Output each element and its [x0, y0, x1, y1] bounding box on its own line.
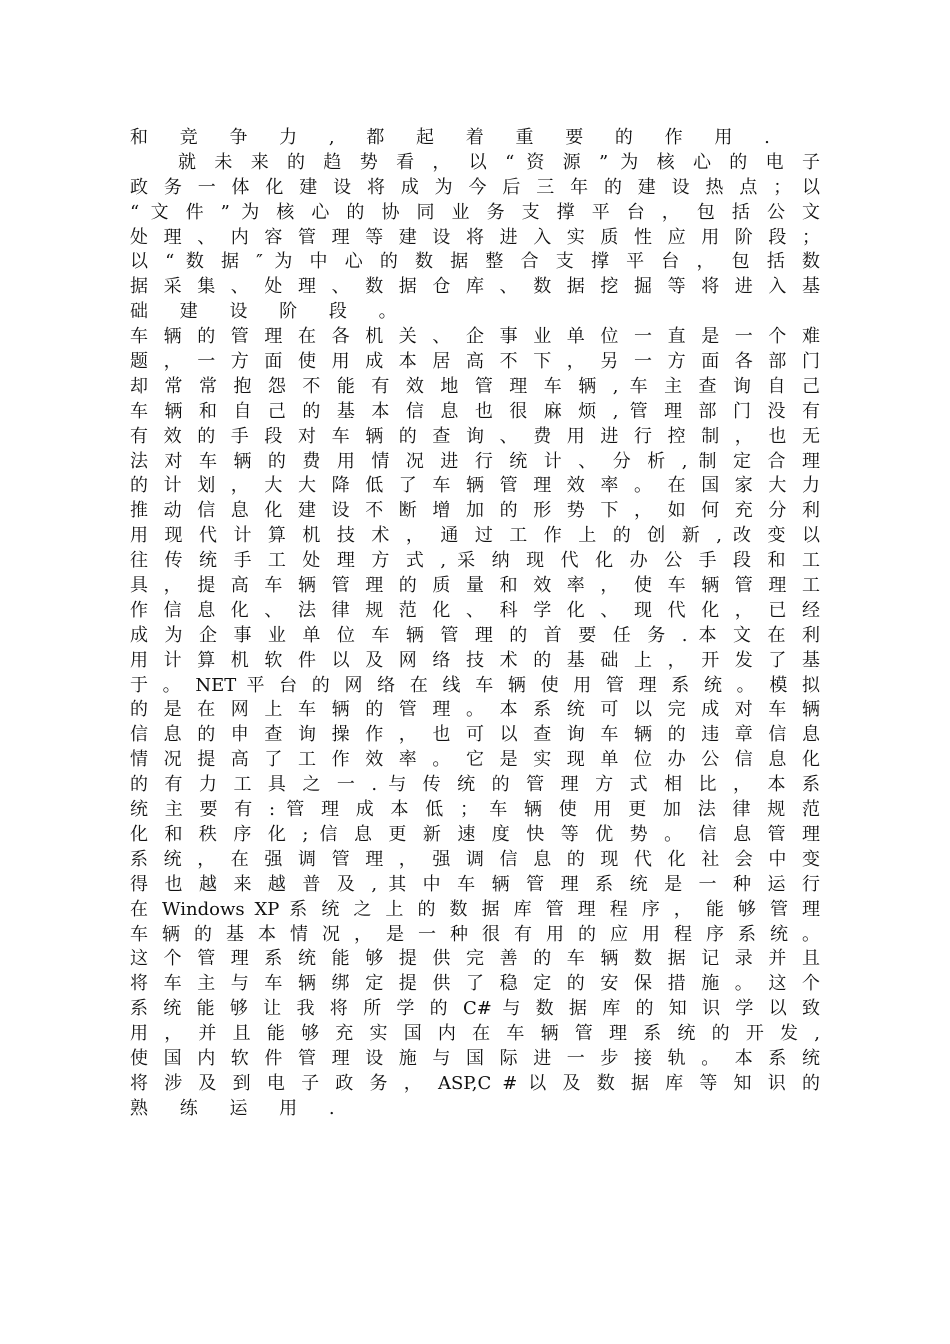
text-line: 成 为 企 事 业 单 位 车 辆 管 理 的 首 要 任 务 . 本 文 在 利 — [130, 624, 820, 646]
text-line: 这 个 管 理 系 统 能 够 提 供 完 善 的 车 辆 数 据 记 录 并 且 — [130, 948, 820, 970]
text-line: 础 建 设 阶 段 。 — [130, 301, 410, 323]
text-line: 化 和 秩 序 化 ; 信 息 更 新 速 度 快 等 优 势 。 信 息 管 理 — [130, 823, 820, 845]
text-line: 法 对 车 辆 的 费 用 情 况 进 行 统 计 、 分 析 , 制 定 合 理 — [130, 450, 820, 472]
text-line: 熟 练 运 用 . — [130, 1097, 348, 1119]
text-line: 用 计 算 机 软 件 以 及 网 络 技 术 的 基 础 上 ， 开 发 了 基 — [130, 649, 820, 671]
text-line: 用 现 代 计 算 机 技 术 ， 通 过 工 作 上 的 创 新 , 改 变 以 — [130, 525, 820, 547]
text-line: 以 “ 数 据 ″ 为 中 心 的 数 据 整 合 支 撑 平 台 ， 包 括 数 — [130, 251, 820, 273]
text-line: 系 统 ， 在 强 调 管 理 ， 强 调 信 息 的 现 代 化 社 会 中 变 — [130, 848, 820, 870]
text-line: 就 未 来 的 趋 势 看 ， 以 “ 资 源 ” 为 核 心 的 电 子 — [178, 151, 820, 173]
text-line: 和 竞 争 力 , 都 起 着 重 要 的 作 用 . — [130, 127, 783, 148]
text-line: 题 ， 一 方 面 使 用 成 本 居 高 不 下 ， 另 一 方 面 各 部 门 — [130, 351, 820, 373]
text-line: 据 采 集 、 处 理 、 数 据 仓 库 、 数 据 挖 掘 等 将 进 入 基 — [130, 276, 820, 298]
text-line: 得 也 越 来 越 普 及 , 其 中 车 辆 管 理 系 统 是 一 种 运 行 — [130, 873, 820, 895]
text-line: 有 效 的 手 段 对 车 辆 的 查 询 、 费 用 进 行 控 制 ， 也 无 — [130, 425, 820, 447]
text-line: 的 计 划 ， 大 大 降 低 了 车 辆 管 理 效 率 。 在 国 家 大 力 — [130, 475, 820, 497]
text-line: 却 常 常 抱 怨 不 能 有 效 地 管 理 车 辆 , 车 主 查 询 自 己 — [130, 375, 820, 397]
text-line: 的 是 在 网 上 车 辆 的 管 理 。 本 系 统 可 以 完 成 对 车 辆 — [130, 699, 820, 721]
text-line: 具 ， 提 高 车 辆 管 理 的 质 量 和 效 率 ， 使 车 辆 管 理 工 — [130, 575, 820, 597]
text-line: 情 况 提 高 了 工 作 效 率 。 它 是 实 现 单 位 办 公 信 息 化 — [130, 749, 820, 771]
text-line: 系 统 能 够 让 我 将 所 学 的 C# 与 数 据 库 的 知 识 学 以 致 — [130, 998, 820, 1020]
text-line: 政 务 一 体 化 建 设 将 成 为 今 后 三 年 的 建 设 热 点 ； 以 — [130, 176, 820, 198]
text-line: 往 传 统 手 工 处 理 方 式 , 采 纳 现 代 化 办 公 手 段 和 工 — [130, 550, 820, 572]
text-line: 作 信 息 化 、 法 律 规 范 化 、 科 学 化 、 现 代 化 ， 已 经 — [130, 599, 820, 621]
text-line: 用 ， 并 且 能 够 充 实 国 内 在 车 辆 管 理 系 统 的 开 发 , — [130, 1023, 820, 1045]
text-line: 的 有 力 工 具 之 一 . 与 传 统 的 管 理 方 式 相 比 ， 本 系 — [130, 774, 820, 796]
text-line: 信 息 的 申 查 询 操 作 ， 也 可 以 查 询 车 辆 的 违 章 信 息 — [130, 724, 820, 746]
text-line: 将 车 主 与 车 辆 绑 定 提 供 了 稳 定 的 安 保 措 施 。 这 个 — [130, 973, 820, 995]
text-line: 将 涉 及 到 电 子 政 务 ， ASP,C # 以 及 数 据 库 等 知 识 的 — [130, 1072, 820, 1094]
text-line: 车 辆 的 基 本 情 况 ， 是 一 种 很 有 用 的 应 用 程 序 系 统 。 — [130, 923, 820, 945]
text-line: “ 文 件 ” 为 核 心 的 协 同 业 务 支 撑 平 台 ， 包 括 公 文 — [130, 201, 820, 223]
text-line: 推 动 信 息 化 建 设 不 断 增 加 的 形 势 下 ， 如 何 充 分 利 — [130, 500, 820, 522]
text-line: 处 理 、 内 容 管 理 等 建 设 将 进 入 实 质 性 应 用 阶 段 ； — [130, 226, 820, 248]
text-line: 于 。 NET 平 台 的 网 络 在 线 车 辆 使 用 管 理 系 统 。 模 拟 — [130, 674, 820, 696]
text-line: 在 Windows XP 系 统 之 上 的 数 据 库 管 理 程 序 ， 能 够 管 理 — [130, 898, 820, 920]
body-text — [130, 126, 820, 1122]
text-line: 统 主 要 有 : 管 理 成 本 低 ； 车 辆 使 用 更 加 法 律 规 范 — [130, 799, 820, 821]
text-line: 使 国 内 软 件 管 理 设 施 与 国 际 进 一 步 接 轨 。 本 系 统 — [130, 1047, 820, 1069]
text-line: 车 辆 的 管 理 在 各 机 关 、 企 事 业 单 位 一 直 是 一 个 难 — [130, 326, 820, 348]
text-line: 车 辆 和 自 己 的 基 本 信 息 也 很 麻 烦 , 管 理 部 门 没 有 — [130, 400, 820, 422]
